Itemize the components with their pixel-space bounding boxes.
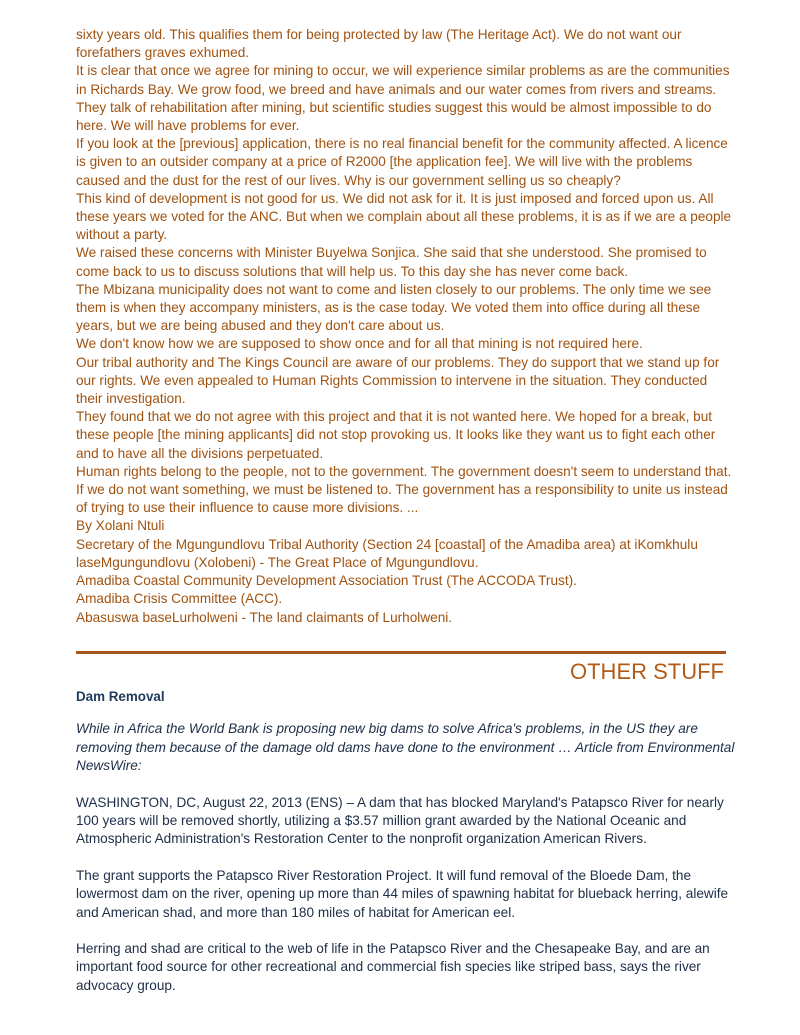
article-paragraph: Herring and shad are critical to the web of life in the Patapsco River and the Chesapeake Bay, and are an important food source for other recreational and commercial fish species like striped bass, says the river advocacy group. [76, 941, 710, 993]
section-title: OTHER STUFF [570, 659, 724, 684]
letter-paragraph: Our tribal authority and The Kings Council are aware of our problems. They do support that we stand up for our rights. We even appealed to Human Rights Commission to intervene in the situation. They conducted their investigation. [76, 354, 720, 407]
article-paragraph: WASHINGTON, DC, August 22, 2013 (ENS) – A dam that has blocked Maryland's Patapsco River for nearly 100 years will be removed shortly, utilizing a $3.57 million grant awarded by the National Oceanic and Atmospheric Administration's Restoration Center to the nonprofit organization American Rivers. [76, 794, 724, 847]
letter-paragraph: They talk of rehabilitation after mining, but scientific studies suggest this would be almost impossible to do here. We will have problems for ever. [76, 99, 712, 134]
letter-paragraph: We don't know how we are supposed to show once and for all that mining is not required here. [76, 336, 643, 352]
letter-affiliation: Abasuswa baseLurholweni - The land claimants of Lurholweni. [76, 609, 453, 625]
letter-paragraph: It is clear that once we agree for mining to occur, we will experience similar problems as are the communities in Richards Bay. We grow food, we breed and have animals and our water comes from rivers and streams. [76, 63, 730, 97]
letter-affiliation: Secretary of the Mgungundlovu Tribal Authority (Section 24 [coastal] of the Amadiba area) at iKomkhulu laseMgungundlovu (Xolobeni) - The Great Place of Mgungundlovu. [76, 536, 698, 570]
section-divider [76, 651, 726, 654]
article-heading: Dam Removal [76, 689, 165, 704]
letter-affiliation: Amadiba Crisis Committee (ACC). [76, 591, 283, 607]
letter-paragraph: If you look at the [previous] application, there is no real financial benefit for the community affected. A licence is given to an outsider company at a price of R2000 [the application fee]. We will live with the problems caused and the dust for the rest of our lives. Why is our government selling us so cheaply? [76, 136, 728, 188]
letter-signature: By Xolani Ntuli [76, 518, 165, 534]
letter-affiliation: Amadiba Coastal Community Development Association Trust (The ACCODA Trust). [76, 573, 577, 589]
letter-body [76, 26, 736, 627]
letter-paragraph: The Mbizana municipality does not want to come and listen closely to our problems. The only time we see them is when they accompany ministers, as is the case today. We voted them into office during all these years, but we are being abused and they don't care about us. [76, 281, 712, 334]
article [76, 688, 736, 1013]
letter-paragraph: They found that we do not agree with this project and that it is not wanted here. We hoped for a break, but these people [the mining applicants] did not stop provoking us. It looks like they want us to fight each other and to have all the divisions perpetuated. [76, 409, 716, 461]
letter-paragraph: sixty years old. This qualifies them for being protected by law (The Heritage Act). We do not want our forefathers graves exhumed. [76, 27, 682, 61]
article-paragraph: The grant supports the Patapsco River Restoration Project. It will fund removal of the Bloede Dam, the lowermost dam on the river, opening up more than 44 miles of spawning habitat for blueback herring, alewife and American shad, and more than 180 miles of habitat for American eel. [76, 867, 729, 920]
letter-paragraph: Human rights belong to the people, not to the government. The government doesn't seem to understand that. If we do not want something, we must be listened to. The government has a responsibility to unite us instead of trying to use their influence to cause more divisions. ... [76, 463, 732, 516]
letter-paragraph: This kind of development is not good for us. We did not ask for it. It is just imposed and forced upon us. All these years we voted for the ANC. But when we complain about all these problems, it is as if we are a people without a party. [76, 190, 732, 243]
letter-paragraph: We raised these concerns with Minister Buyelwa Sonjica. She said that she understood. She promised to come back to us to discuss solutions that will help us. To this day she has never come back. [76, 245, 707, 279]
article-intro: While in Africa the World Bank is proposing new big dams to solve Africa's problems, in the US they are removing them because of the damage old dams have done to the environment … Article from Environmental NewsWire: [76, 721, 735, 774]
